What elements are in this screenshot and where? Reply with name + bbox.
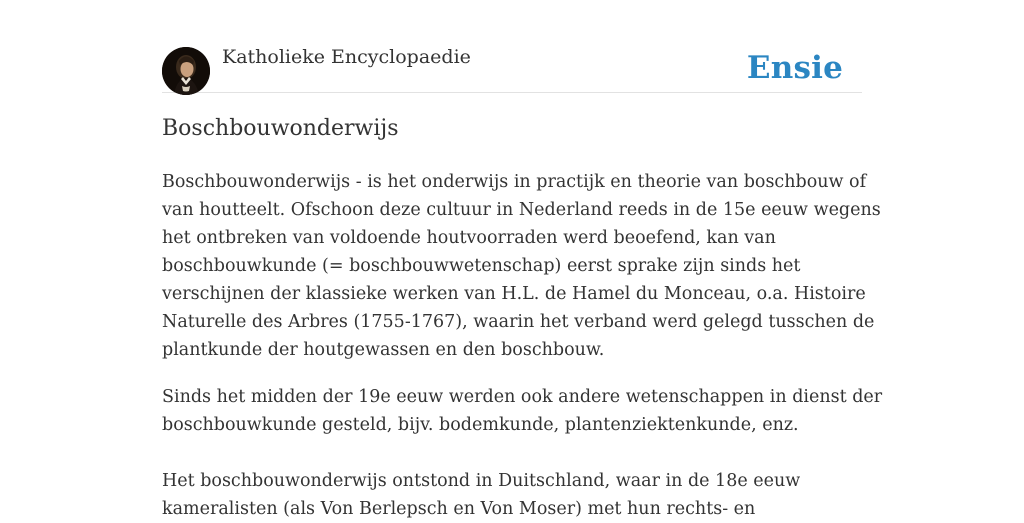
paragraph-line: Sinds het midden der 19e eeuw werden ook andere wetenschappen in dienst der [162, 387, 883, 407]
paragraph-line: plantkunde der houtgewassen en den boschbouw. [162, 340, 605, 360]
site-header [162, 0, 862, 93]
paragraph-3 [162, 467, 862, 523]
paragraph-line: het ontbreken van voldoende houtvoorraden werd beoefend, kan van [162, 228, 776, 248]
portrait-avatar-icon[interactable] [162, 47, 210, 95]
paragraph-line: Naturelle des Arbres (1755-1767), waarin het verband werd gelegd tusschen de [162, 312, 875, 332]
page-title: Boschbouwonderwijs [162, 116, 399, 141]
brand-logo[interactable]: Ensie [746, 50, 843, 86]
paragraph-line: van houtteelt. Ofschoon deze cultuur in Nederland reeds in de 15e eeuw wegens [162, 200, 881, 220]
article-page [162, 0, 883, 519]
paragraph-line: boschbouwkunde (= boschbouwwetenschap) eerst sprake zijn sinds het [162, 256, 801, 276]
paragraph-line: boschbouwkunde gesteld, bijv. bodemkunde, plantenziektenkunde, enz. [162, 415, 799, 435]
paragraph-line: Boschbouwonderwijs - is het onderwijs in practijk en theorie van boschbouw of [162, 172, 867, 192]
paragraph-line: kameralisten (als Von Berlepsch en Von Moser) met hun rechts- en [162, 499, 756, 519]
paragraph-1 [162, 168, 881, 364]
paragraph-2 [162, 383, 883, 439]
paragraph-line: verschijnen der klassieke werken van H.L. de Hamel du Monceau, o.a. Histoire [162, 284, 866, 304]
source-name[interactable]: Katholieke Encyclopaedie [222, 46, 471, 68]
paragraph-line: Het boschbouwonderwijs ontstond in Duitschland, waar in de 18e eeuw [162, 471, 801, 491]
